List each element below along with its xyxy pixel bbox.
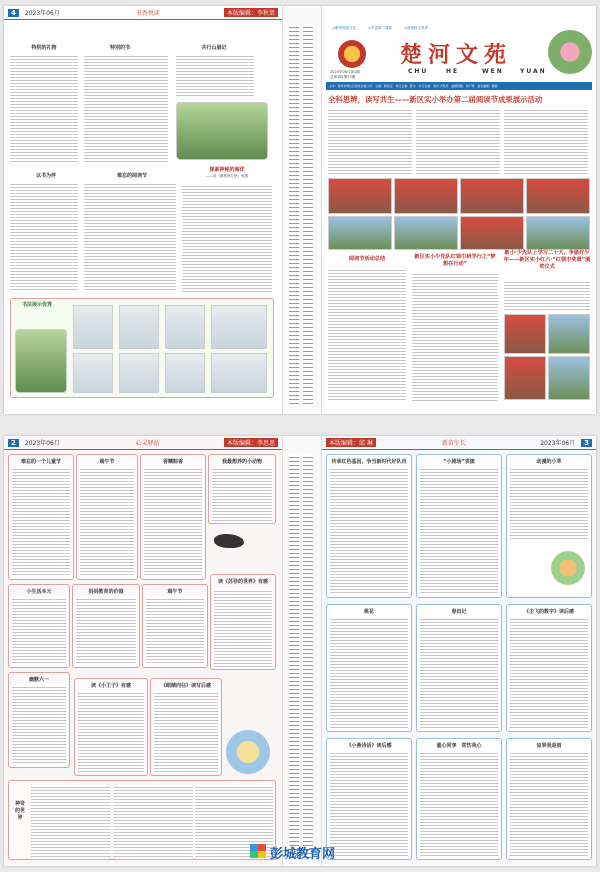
article-subtitle: ——读《海底两万里》有感 — [206, 174, 248, 178]
lotus-decoration — [15, 329, 67, 393]
article-body — [78, 691, 144, 773]
calligraphy-sample — [211, 353, 267, 393]
editor-tag: 本版编辑：李思思 — [224, 438, 278, 447]
article-box — [150, 678, 222, 776]
article-title: 难忘的阅读节 — [116, 173, 147, 179]
article-title: 小生活本元 — [26, 589, 52, 595]
article-body — [84, 182, 176, 292]
article-title: 传承红色基因，争当新时代好队员 — [331, 459, 407, 465]
article-body — [416, 108, 500, 174]
article-title: 动漫的小萃 — [536, 459, 562, 465]
gutter-table-column — [303, 24, 313, 406]
article-title: 阅读节活动总结 — [348, 256, 386, 262]
center-gutter — [282, 6, 322, 414]
article-title: 《眼睛向往》读写后感 — [160, 683, 211, 689]
article-box — [8, 780, 276, 860]
article-body — [330, 617, 408, 729]
article-body — [328, 108, 412, 174]
calligraphy-sample — [119, 305, 159, 349]
article-title: 桃花 — [363, 609, 374, 615]
page-4-header — [4, 6, 282, 20]
article-box — [74, 678, 148, 776]
article-title: 新小·少先队上学习二十大、争做好少年——新区实小红六·“红领巾奖章”颁奖仪式 — [503, 250, 591, 270]
article-body — [12, 597, 66, 665]
ceremony-photo — [548, 356, 590, 400]
ceremony-photo — [548, 314, 590, 354]
calligraphy-sample — [165, 305, 205, 349]
article-title: “小剧场”表演 — [443, 459, 475, 465]
article-body — [420, 751, 498, 857]
article-body — [12, 685, 66, 765]
article-body — [76, 597, 136, 665]
article-title: 新区实小少先队红领巾研学行之“梦想在行动” — [414, 254, 496, 267]
event-photo — [328, 178, 392, 214]
masthead-pinyin: CHU — [408, 68, 429, 75]
section-title: 新苗生长 — [441, 440, 466, 447]
masthead-pinyin: YUAN — [520, 68, 547, 75]
article-body — [328, 268, 406, 402]
article-title: 特别的书 — [109, 45, 130, 51]
article-title: 读《小王子》有感 — [90, 683, 131, 689]
tagline: ◎繁荣校园文化 — [332, 26, 357, 30]
sponsor-bar: 主办：徐州市铜山区新区实验小学 总编：顾家安 责任主编：陈永 执行主编：刘玲 卢秋英 编辑部邮：侯广婷 美术编辑：魏茜 — [326, 82, 592, 90]
section-title: 心灵驿站 — [135, 440, 160, 447]
article-box — [140, 454, 206, 580]
page-number: 4 — [8, 9, 19, 17]
article-body — [504, 108, 588, 174]
article-box — [72, 584, 140, 668]
site-watermark[interactable]: 彭城教育网 — [270, 847, 336, 862]
cat-silhouette-icon — [214, 534, 244, 548]
article-title: 难忘的一个儿童节 — [20, 459, 61, 465]
article-box — [326, 454, 412, 598]
page-4 — [4, 6, 282, 414]
article-title: 端午节 — [99, 459, 115, 465]
article-box — [208, 454, 276, 524]
article-title: 妈妈教育的价值 — [88, 589, 124, 595]
article-box — [142, 584, 208, 668]
article-title: 探索神秘的海洋 — [209, 167, 245, 173]
article-title: 读《苏菲的世界》有感 — [217, 579, 268, 585]
article-box — [76, 454, 138, 580]
page-number: 3 — [581, 439, 592, 447]
article-body — [510, 467, 588, 539]
page-2 — [4, 436, 282, 866]
article-body — [510, 751, 588, 857]
article-title: 《小燕诗话》读后感 — [346, 743, 392, 749]
article-body — [31, 785, 111, 857]
calligraphy-sample — [211, 305, 267, 349]
article-body — [510, 617, 588, 729]
ceremony-photo — [504, 356, 546, 400]
article-title: 以书为伴 — [35, 173, 56, 179]
article-title: 神奇的世界 — [14, 801, 25, 821]
article-body — [212, 467, 272, 521]
article-box — [210, 574, 276, 670]
school-emblem-icon — [338, 40, 366, 68]
article-body — [113, 785, 193, 857]
ceremony-photo — [504, 314, 546, 354]
article-body — [504, 280, 590, 310]
gallery-title: 书法展示优秀 — [21, 302, 52, 308]
page-date: 2023年06月 — [24, 440, 60, 447]
article-body — [12, 467, 70, 577]
bird-illustration — [551, 551, 585, 585]
event-photo — [394, 216, 458, 250]
editor-tag: 本版编辑：邱 琳 — [326, 438, 376, 447]
calligraphy-sample — [165, 353, 205, 393]
editor-tag: 本版编辑：李秋贤 — [224, 8, 278, 17]
page-3 — [322, 436, 596, 866]
page-1 — [322, 6, 596, 414]
article-body — [330, 751, 408, 857]
article-title: 共行山崩记 — [201, 45, 227, 51]
lotus-flower-illustration — [548, 30, 592, 74]
article-title: 《尘飞的数字》读后感 — [523, 609, 574, 615]
article-body — [146, 597, 204, 665]
article-box — [416, 604, 502, 732]
article-body — [10, 54, 78, 162]
event-photo — [460, 178, 524, 214]
article-body — [412, 272, 498, 402]
newspaper-spread-bottom — [4, 436, 596, 866]
article-box — [326, 604, 412, 732]
article-box — [416, 738, 502, 860]
page-date: 2023年06月 — [540, 440, 576, 447]
article-body — [80, 467, 134, 577]
article-title: 春田记 — [451, 609, 467, 615]
issue-date: 2023年06月第1期 — [330, 70, 360, 74]
event-photo — [526, 216, 590, 250]
article-box — [8, 672, 70, 768]
site-logo-icon — [250, 844, 266, 858]
article-title: 香糯粽香 — [162, 459, 183, 465]
calligraphy-sample — [119, 353, 159, 393]
gutter-table-column — [289, 454, 299, 858]
lead-headline: 全科思辨，读写共生——新区实小举办第二届阅读节成果展示活动 — [328, 95, 543, 104]
tagline: ◎丰富第二课堂 — [368, 26, 393, 30]
calligraphy-sample — [73, 305, 113, 349]
article-body — [420, 467, 498, 595]
event-photo — [460, 216, 524, 250]
center-gutter — [282, 436, 322, 866]
cartoon-illustration — [226, 730, 270, 774]
masthead-pinyin: WEN — [482, 68, 504, 75]
article-box — [326, 738, 412, 860]
calligraphy-sample — [73, 353, 113, 393]
tagline: ◎展现师生风采 — [404, 26, 429, 30]
article-title: 如果我是雨 — [536, 743, 562, 749]
gutter-table-column — [289, 24, 299, 406]
article-box — [416, 454, 502, 598]
page-number: 2 — [8, 439, 19, 447]
event-photo — [328, 216, 392, 250]
section-title: 书香悦读 — [135, 10, 160, 17]
article-body — [214, 589, 272, 667]
article-title: 我最想养的小动物 — [221, 459, 262, 465]
article-title: 特别的礼物 — [31, 45, 57, 51]
article-body — [176, 54, 254, 98]
event-photo — [526, 178, 590, 214]
article-box — [506, 738, 592, 860]
article-body — [10, 182, 78, 292]
issue-total: 总第1期 第77期 — [330, 75, 356, 79]
article-box — [506, 454, 592, 598]
article-body — [154, 691, 218, 773]
article-title: 幽默六一 — [28, 677, 49, 683]
article-body — [420, 617, 498, 729]
event-photo — [394, 178, 458, 214]
article-title: 端午节 — [167, 589, 183, 595]
article-body — [144, 467, 202, 577]
newspaper-spread-top — [4, 6, 596, 414]
masthead-pinyin: HE — [446, 68, 460, 75]
article-box — [506, 604, 592, 732]
gutter-table-column — [303, 454, 313, 858]
page-2-header — [4, 436, 282, 450]
article-box — [8, 584, 70, 668]
masthead-title: 楚河文苑 — [400, 42, 513, 68]
calligraphy-gallery — [10, 298, 274, 398]
page-date: 2023年06月 — [24, 10, 60, 17]
article-body — [330, 467, 408, 595]
article-title: 童心同享 常饮我心 — [436, 743, 482, 749]
page-3-header — [322, 436, 596, 450]
lotus-illustration — [176, 102, 268, 160]
article-box — [8, 454, 74, 580]
article-body — [84, 54, 168, 162]
article-body — [182, 184, 272, 292]
